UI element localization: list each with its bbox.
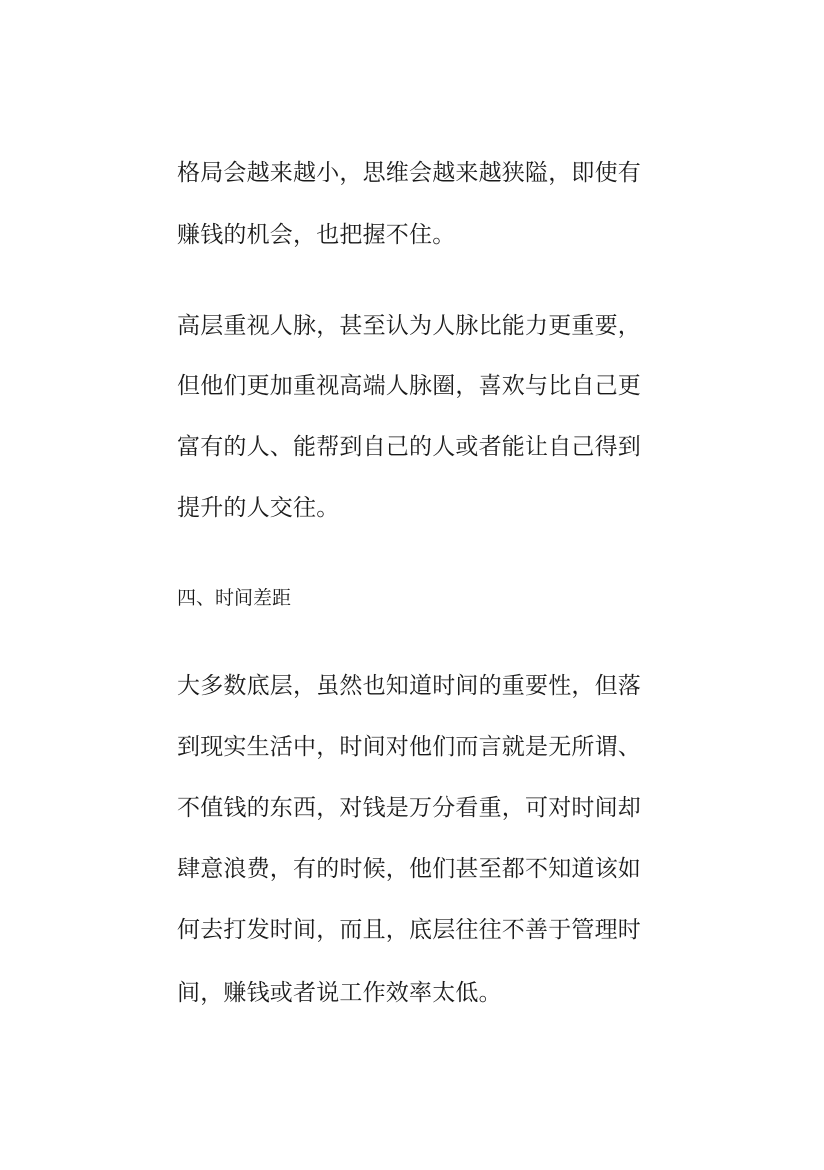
paragraph-1-line-1: 格局会越来越小，思维会越来越狭隘，即使有 bbox=[177, 160, 641, 186]
section-heading: 四、时间差距 bbox=[177, 587, 292, 609]
paragraph-3-line-6: 间，赚钱或者说工作效率太低。 bbox=[177, 980, 502, 1006]
paragraph-2-line-2: 但他们更加重视高端人脉圈，喜欢与比自己更 bbox=[177, 373, 641, 399]
paragraph-1-line-2: 赚钱的机会，也把握不住。 bbox=[177, 222, 456, 248]
paragraph-2-line-3: 富有的人、能帮到自己的人或者能让自己得到 bbox=[177, 434, 641, 460]
paragraph-3-line-3: 不值钱的东西，对钱是万分看重，可对时间却 bbox=[177, 795, 641, 821]
paragraph-3-line-5: 何去打发时间，而且，底层往往不善于管理时 bbox=[177, 917, 641, 943]
paragraph-3-line-4: 肆意浪费，有的时候，他们甚至都不知道该如 bbox=[177, 856, 641, 882]
paragraph-2-line-1: 高层重视人脉，甚至认为人脉比能力更重要， bbox=[177, 313, 641, 339]
paragraph-3-line-1: 大多数底层，虽然也知道时间的重要性，但落 bbox=[177, 673, 641, 699]
paragraph-3-line-2: 到现实生活中，时间对他们而言就是无所谓、 bbox=[177, 734, 641, 760]
paragraph-2-line-4: 提升的人交往。 bbox=[177, 495, 340, 521]
